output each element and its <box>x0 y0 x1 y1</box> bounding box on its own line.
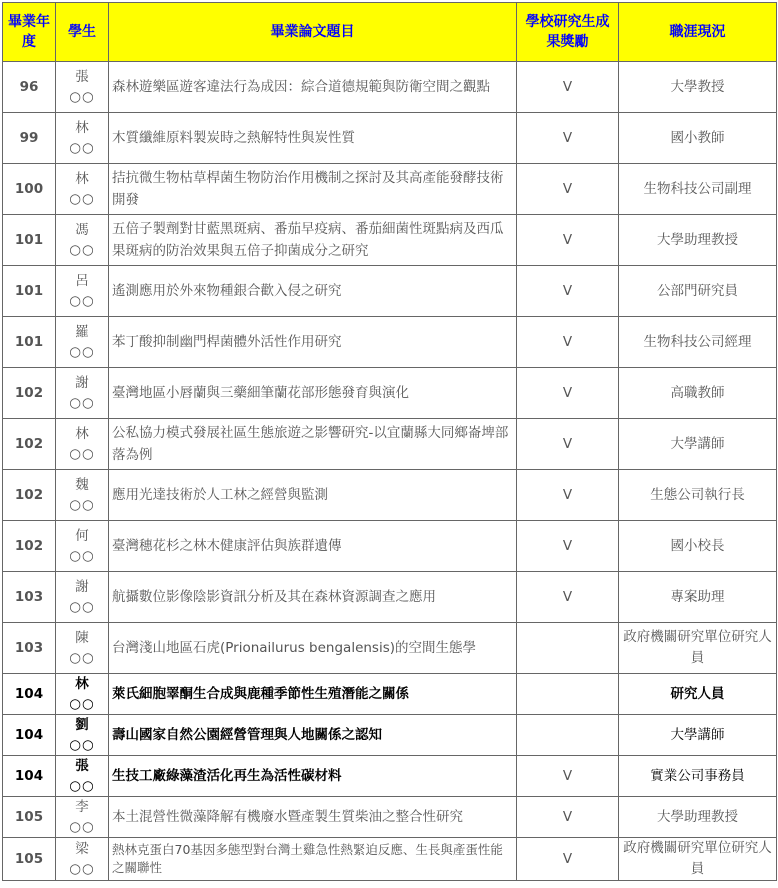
thesis-title-cell: 壽山國家自然公園經營管理與人地關係之認知 <box>109 715 517 756</box>
year-cell: 102 <box>3 368 56 419</box>
career-cell: 專案助理 <box>619 572 777 623</box>
year-cell: 101 <box>3 317 56 368</box>
thesis-title-cell: 苯丁酸抑制幽門桿菌體外活性作用研究 <box>109 317 517 368</box>
award-cell: V <box>517 266 619 317</box>
table-row <box>3 715 777 756</box>
student-mask: ○○ <box>69 599 95 615</box>
student-mask: ○○ <box>69 650 95 666</box>
student-mask: ○○ <box>69 819 95 835</box>
award-cell: V <box>517 572 619 623</box>
student-cell <box>56 368 109 419</box>
thesis-title-cell: 本土混營性微藻降解有機廢水暨產製生質柴油之整合性研究 <box>109 797 517 838</box>
table-row <box>3 838 777 881</box>
thesis-title-cell: 公私協力模式發展社區生態旅遊之影響研究-以宜蘭縣大同鄉崙埤部落為例 <box>109 419 517 470</box>
career-cell: 國小教師 <box>619 113 777 164</box>
student-mask: ○○ <box>69 696 95 712</box>
header-thesis-title: 畢業論文題目 <box>109 3 517 62</box>
career-cell: 國小校長 <box>619 521 777 572</box>
year-cell: 103 <box>3 572 56 623</box>
career-cell: 大學講師 <box>619 419 777 470</box>
award-cell: V <box>517 113 619 164</box>
career-cell: 研究人員 <box>619 674 777 715</box>
student-mask: ○○ <box>69 778 95 794</box>
award-cell: V <box>517 62 619 113</box>
career-cell: 大學教授 <box>619 62 777 113</box>
student-mask: ○○ <box>69 344 95 360</box>
career-cell: 實業公司事務員 <box>619 756 777 797</box>
student-cell <box>56 756 109 797</box>
year-cell: 102 <box>3 470 56 521</box>
table-row <box>3 215 777 266</box>
thesis-title-cell: 拮抗微生物枯草桿菌生物防治作用機制之探討及其高產能發酵技術開發 <box>109 164 517 215</box>
career-cell: 生態公司執行長 <box>619 470 777 521</box>
student-surname: 張 <box>75 758 89 774</box>
thesis-title-cell: 木質纖維原料製炭時之熱解特性與炭性質 <box>109 113 517 164</box>
student-cell <box>56 113 109 164</box>
student-cell <box>56 266 109 317</box>
career-cell: 公部門研究員 <box>619 266 777 317</box>
header-student: 學生 <box>56 3 109 62</box>
student-mask: ○○ <box>69 242 95 258</box>
thesis-title-cell: 森林遊樂區遊客違法行為成因：綜合道德規範與防衛空間之觀點 <box>109 62 517 113</box>
career-cell: 大學講師 <box>619 715 777 756</box>
year-cell: 103 <box>3 623 56 674</box>
year-cell: 102 <box>3 521 56 572</box>
table-row <box>3 572 777 623</box>
career-cell: 生物科技公司經理 <box>619 317 777 368</box>
thesis-title-cell: 台灣淺山地區石虎(Prionailurus bengalensis)的空間生態學 <box>109 623 517 674</box>
thesis-title-cell: 遙測應用於外來物種銀合歡入侵之研究 <box>109 266 517 317</box>
thesis-title-cell: 臺灣穗花杉之林木健康評估與族群遺傳 <box>109 521 517 572</box>
student-surname: 梁 <box>75 841 89 857</box>
year-cell: 101 <box>3 266 56 317</box>
year-cell: 102 <box>3 419 56 470</box>
student-mask: ○○ <box>69 446 95 462</box>
table-row <box>3 317 777 368</box>
year-cell: 105 <box>3 797 56 838</box>
thesis-title-cell: 臺灣地區小唇蘭與三藥細筆蘭花部形態發育與演化 <box>109 368 517 419</box>
student-cell <box>56 674 109 715</box>
award-cell: V <box>517 756 619 797</box>
student-surname: 林 <box>75 171 89 187</box>
table-row <box>3 470 777 521</box>
student-surname: 謝 <box>75 375 89 391</box>
table-row <box>3 521 777 572</box>
year-cell: 101 <box>3 215 56 266</box>
student-mask: ○○ <box>69 737 95 753</box>
award-cell <box>517 715 619 756</box>
table-row <box>3 266 777 317</box>
table-row <box>3 164 777 215</box>
student-mask: ○○ <box>69 89 95 105</box>
year-cell: 96 <box>3 62 56 113</box>
student-cell <box>56 62 109 113</box>
student-cell <box>56 838 109 881</box>
student-cell <box>56 572 109 623</box>
student-mask: ○○ <box>69 395 95 411</box>
student-cell <box>56 521 109 572</box>
career-cell: 大學助理教授 <box>619 215 777 266</box>
student-surname: 謝 <box>75 579 89 595</box>
student-cell <box>56 623 109 674</box>
thesis-title-cell: 應用光達技術於人工林之經營與監測 <box>109 470 517 521</box>
student-mask: ○○ <box>69 191 95 207</box>
student-surname: 林 <box>75 676 89 692</box>
year-cell: 104 <box>3 715 56 756</box>
award-cell: V <box>517 470 619 521</box>
header-row <box>3 3 777 62</box>
award-cell: V <box>517 215 619 266</box>
year-cell: 100 <box>3 164 56 215</box>
award-cell <box>517 674 619 715</box>
header-award: 學校研究生成果獎勵 <box>517 3 619 62</box>
student-surname: 何 <box>75 528 89 544</box>
header-year: 畢業年度 <box>3 3 56 62</box>
student-surname: 張 <box>75 69 89 85</box>
graduates-table <box>2 2 777 881</box>
student-surname: 馮 <box>75 222 89 238</box>
thesis-title-cell: 航攝數位影像陰影資訊分析及其在森林資源調查之應用 <box>109 572 517 623</box>
thesis-title-cell: 生技工廠綠藻渣活化再生為活性碳材料 <box>109 756 517 797</box>
year-cell: 104 <box>3 674 56 715</box>
table-row <box>3 797 777 838</box>
award-cell <box>517 623 619 674</box>
year-cell: 99 <box>3 113 56 164</box>
career-cell: 政府機關研究單位研究人員 <box>619 838 777 881</box>
student-cell <box>56 215 109 266</box>
student-surname: 呂 <box>75 273 89 289</box>
award-cell: V <box>517 317 619 368</box>
student-mask: ○○ <box>69 140 95 156</box>
award-cell: V <box>517 521 619 572</box>
award-cell: V <box>517 797 619 838</box>
table-row <box>3 674 777 715</box>
student-cell <box>56 317 109 368</box>
table-row <box>3 756 777 797</box>
award-cell: V <box>517 164 619 215</box>
student-mask: ○○ <box>69 861 95 877</box>
career-cell: 生物科技公司副理 <box>619 164 777 215</box>
student-mask: ○○ <box>69 293 95 309</box>
student-surname: 林 <box>75 426 89 442</box>
thesis-title-cell: 萊氏細胞睪酮生合成與鹿種季節性生殖潛能之關係 <box>109 674 517 715</box>
thesis-title-cell: 熱林克蛋白70基因多態型對台灣土雞急性熱緊迫反應、生長與產蛋性能之關聯性 <box>109 838 517 881</box>
award-cell: V <box>517 419 619 470</box>
student-surname: 林 <box>75 120 89 136</box>
table-row <box>3 62 777 113</box>
year-cell: 105 <box>3 838 56 881</box>
student-cell <box>56 164 109 215</box>
thesis-title-cell: 五倍子製劑對甘藍黑斑病、番茄早疫病、番茄細菌性斑點病及西瓜果斑病的防治效果與五倍子抑菌成分之研究 <box>109 215 517 266</box>
student-surname: 魏 <box>75 477 89 493</box>
career-cell: 政府機關研究單位研究人員 <box>619 623 777 674</box>
table-row <box>3 113 777 164</box>
student-surname: 劉 <box>75 717 89 733</box>
student-mask: ○○ <box>69 497 95 513</box>
student-cell <box>56 470 109 521</box>
career-cell: 大學助理教授 <box>619 797 777 838</box>
student-surname: 羅 <box>75 324 89 340</box>
student-surname: 陳 <box>75 630 89 646</box>
student-cell <box>56 419 109 470</box>
student-cell <box>56 715 109 756</box>
student-surname: 李 <box>75 799 89 815</box>
student-cell <box>56 797 109 838</box>
year-cell: 104 <box>3 756 56 797</box>
award-cell: V <box>517 838 619 881</box>
table-row <box>3 623 777 674</box>
award-cell: V <box>517 368 619 419</box>
table-row <box>3 368 777 419</box>
header-career: 職涯現況 <box>619 3 777 62</box>
table-row <box>3 419 777 470</box>
career-cell: 高職教師 <box>619 368 777 419</box>
student-mask: ○○ <box>69 548 95 564</box>
